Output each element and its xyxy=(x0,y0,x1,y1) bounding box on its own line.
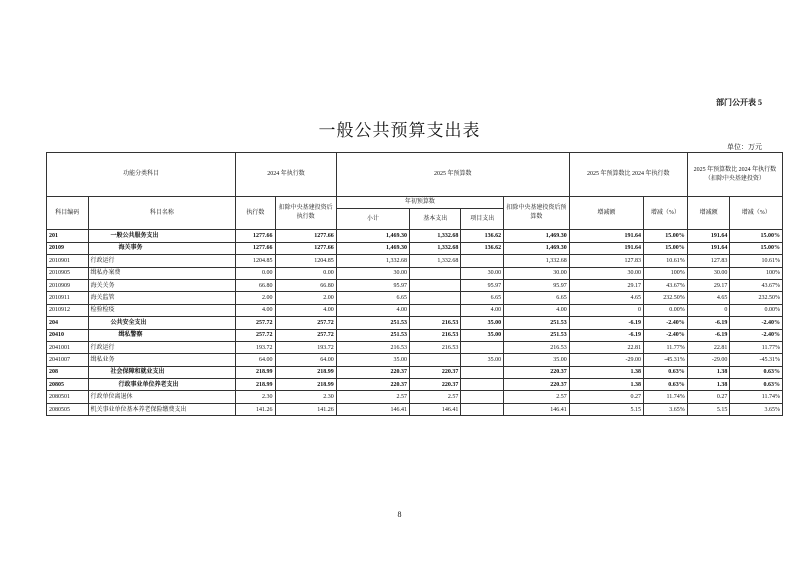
cell-value: 35.00 xyxy=(461,354,504,366)
cell-value: 35.00 xyxy=(461,329,504,341)
cell-value: -2.40% xyxy=(644,317,688,329)
cell-value: 4.65 xyxy=(569,292,643,304)
cell-value: 30.00 xyxy=(504,267,570,279)
cell-code: 2010901 xyxy=(47,255,89,267)
cell-value: 191.64 xyxy=(687,230,730,242)
cell-value: 1.38 xyxy=(569,379,643,391)
cell-value: 251.53 xyxy=(336,317,409,329)
cell-value: 3.65% xyxy=(730,403,783,415)
cell-name: 行政运行 xyxy=(88,341,236,353)
cell-value: 1277.66 xyxy=(236,230,275,242)
cell-value: 30.00 xyxy=(569,267,643,279)
cell-code: 2010912 xyxy=(47,304,89,316)
cell-value xyxy=(461,403,504,415)
table-row xyxy=(47,329,783,341)
cell-value: 15.00% xyxy=(644,230,688,242)
cell-value: 232.50% xyxy=(730,292,783,304)
cell-value: 1,332.68 xyxy=(336,255,409,267)
cell-value xyxy=(461,366,504,378)
cell-value: 127.83 xyxy=(687,255,730,267)
cell-value: 29.17 xyxy=(569,279,643,291)
table-row xyxy=(47,403,783,415)
cell-value: 1,332.68 xyxy=(410,230,461,242)
header-compare-exclude: 2025 年预算数比 2024 年执行数 （扣除中央基建投资） xyxy=(687,153,782,197)
header-inc-dec-pct2: 增减（%） xyxy=(730,197,783,230)
cell-value: 30.00 xyxy=(687,267,730,279)
cell-value: 1277.66 xyxy=(275,242,336,254)
cell-name: 缉私警察 xyxy=(88,329,236,341)
cell-value: 4.00 xyxy=(336,304,409,316)
cell-value: 216.53 xyxy=(410,341,461,353)
header-exec-2024: 2024 年执行数 xyxy=(236,153,337,197)
cell-value: -6.19 xyxy=(569,317,643,329)
cell-value: 66.80 xyxy=(275,279,336,291)
cell-value xyxy=(410,267,461,279)
cell-value: 0.63% xyxy=(730,379,783,391)
cell-value: 4.00 xyxy=(236,304,275,316)
cell-value: 218.99 xyxy=(236,379,275,391)
cell-value: 1204.85 xyxy=(275,255,336,267)
cell-value: 141.26 xyxy=(236,403,275,415)
cell-value: 4.00 xyxy=(275,304,336,316)
cell-name: 缉私业务 xyxy=(88,354,236,366)
cell-value: 29.17 xyxy=(687,279,730,291)
cell-value: 220.37 xyxy=(504,366,570,378)
table-row xyxy=(47,242,783,254)
table-row xyxy=(47,317,783,329)
cell-value: 1,469.30 xyxy=(504,230,570,242)
cell-value: 0.00% xyxy=(644,304,688,316)
header-exec: 执行数 xyxy=(236,197,275,230)
cell-value: 11.77% xyxy=(644,341,688,353)
cell-value: 2.00 xyxy=(275,292,336,304)
cell-name: 行政事业单位养老支出 xyxy=(88,379,236,391)
cell-value: 2.30 xyxy=(275,391,336,403)
cell-name: 海关关务 xyxy=(88,279,236,291)
cell-code: 20109 xyxy=(47,242,89,254)
cell-value: 35.00 xyxy=(504,354,570,366)
cell-value: 3.65% xyxy=(644,403,688,415)
header-exec-excl: 扣除中央基建投资后执行数 xyxy=(275,197,336,230)
cell-name: 一般公共服务支出 xyxy=(88,230,236,242)
cell-value: 0.00 xyxy=(275,267,336,279)
table-row xyxy=(47,304,783,316)
cell-value: 15.00% xyxy=(730,242,783,254)
cell-value: -45.31% xyxy=(730,354,783,366)
document-code: 部门公开表 5 xyxy=(716,98,762,107)
cell-value: 22.81 xyxy=(569,341,643,353)
header-code: 科目编码 xyxy=(47,197,89,230)
table-row xyxy=(47,267,783,279)
cell-value: 15.00% xyxy=(644,242,688,254)
cell-value: 220.37 xyxy=(410,379,461,391)
cell-value: 191.64 xyxy=(569,242,643,254)
cell-name: 海关监管 xyxy=(88,292,236,304)
cell-value: 1204.85 xyxy=(236,255,275,267)
cell-value: 2.57 xyxy=(410,391,461,403)
cell-code: 2010905 xyxy=(47,267,89,279)
header-basic: 基本支出 xyxy=(410,209,461,230)
cell-value: 0.63% xyxy=(644,366,688,378)
cell-code: 2080501 xyxy=(47,391,89,403)
cell-name: 缉私办案费 xyxy=(88,267,236,279)
cell-value: 220.37 xyxy=(504,379,570,391)
cell-value: 0.27 xyxy=(687,391,730,403)
cell-value: 220.37 xyxy=(336,366,409,378)
cell-code: 2010911 xyxy=(47,292,89,304)
cell-value: -29.00 xyxy=(569,354,643,366)
cell-value: 251.53 xyxy=(504,317,570,329)
cell-value: 6.65 xyxy=(461,292,504,304)
cell-value: 64.00 xyxy=(275,354,336,366)
cell-value: 216.53 xyxy=(410,329,461,341)
cell-value: 1,332.68 xyxy=(504,255,570,267)
cell-value: 218.99 xyxy=(275,379,336,391)
header-annual-budget: 年初预算数 xyxy=(336,197,503,209)
cell-value: 10.61% xyxy=(730,255,783,267)
cell-name: 海关事务 xyxy=(88,242,236,254)
cell-value: 2.30 xyxy=(236,391,275,403)
table-row xyxy=(47,255,783,267)
cell-value: 0.27 xyxy=(569,391,643,403)
cell-value: 1,332.68 xyxy=(410,242,461,254)
cell-value: 141.26 xyxy=(275,403,336,415)
cell-value: 4.00 xyxy=(504,304,570,316)
cell-value: -6.19 xyxy=(687,317,730,329)
cell-value: 5.15 xyxy=(569,403,643,415)
cell-value: 1,332.68 xyxy=(410,255,461,267)
header-inc-dec-pct: 增减（%） xyxy=(644,197,688,230)
table-row xyxy=(47,391,783,403)
cell-value: 136.62 xyxy=(461,242,504,254)
cell-value: -45.31% xyxy=(644,354,688,366)
header-inc-dec-amt: 增减额 xyxy=(569,197,643,230)
cell-value: 11.74% xyxy=(644,391,688,403)
cell-name: 行政运行 xyxy=(88,255,236,267)
cell-value: 1277.66 xyxy=(236,242,275,254)
cell-value: 216.53 xyxy=(504,341,570,353)
cell-value: 251.53 xyxy=(336,329,409,341)
cell-code: 208 xyxy=(47,366,89,378)
cell-value: 1277.66 xyxy=(275,230,336,242)
table-row xyxy=(47,354,783,366)
header-compare-exec: 2025 年预算数比 2024 年执行数 xyxy=(569,153,687,197)
cell-value: 66.80 xyxy=(236,279,275,291)
cell-value: 4.65 xyxy=(687,292,730,304)
cell-value: -2.40% xyxy=(730,317,783,329)
cell-value: 0.63% xyxy=(730,366,783,378)
cell-name: 机关事业单位基本养老保险缴费支出 xyxy=(88,403,236,415)
cell-value: 0.00 xyxy=(236,267,275,279)
cell-value: 216.53 xyxy=(410,317,461,329)
cell-value: 218.99 xyxy=(275,366,336,378)
cell-value: 11.74% xyxy=(730,391,783,403)
cell-value: 1,469.30 xyxy=(336,230,409,242)
cell-value: 6.65 xyxy=(336,292,409,304)
table-row xyxy=(47,379,783,391)
table-row xyxy=(47,292,783,304)
table-row xyxy=(47,279,783,291)
cell-value: 232.50% xyxy=(644,292,688,304)
table-row xyxy=(47,341,783,353)
header-budget-excl: 扣除中央基建投资后预算数 xyxy=(504,197,570,230)
cell-code: 201 xyxy=(47,230,89,242)
cell-value xyxy=(461,255,504,267)
cell-value: 10.61% xyxy=(644,255,688,267)
cell-value: 2.57 xyxy=(336,391,409,403)
cell-name: 公共安全支出 xyxy=(88,317,236,329)
cell-value: -2.40% xyxy=(730,329,783,341)
cell-value: 257.72 xyxy=(236,317,275,329)
cell-value: 35.00 xyxy=(336,354,409,366)
cell-value: 251.53 xyxy=(504,329,570,341)
cell-value xyxy=(461,391,504,403)
cell-value: 95.97 xyxy=(504,279,570,291)
cell-value: 220.37 xyxy=(336,379,409,391)
table-row xyxy=(47,230,783,242)
cell-value: 100% xyxy=(644,267,688,279)
cell-value xyxy=(410,304,461,316)
cell-value: 43.67% xyxy=(644,279,688,291)
cell-code: 2010909 xyxy=(47,279,89,291)
cell-value: 100% xyxy=(730,267,783,279)
cell-value: 2.00 xyxy=(236,292,275,304)
cell-value: -29.00 xyxy=(687,354,730,366)
cell-value: 191.64 xyxy=(569,230,643,242)
cell-value: 191.64 xyxy=(687,242,730,254)
header-func-class: 功能分类科目 xyxy=(47,153,236,197)
cell-value: 257.72 xyxy=(275,329,336,341)
cell-code: 204 xyxy=(47,317,89,329)
cell-value: 146.41 xyxy=(504,403,570,415)
cell-value: 127.83 xyxy=(569,255,643,267)
cell-value: 146.41 xyxy=(410,403,461,415)
cell-value xyxy=(410,292,461,304)
cell-value: 22.81 xyxy=(687,341,730,353)
cell-name: 社会保障和就业支出 xyxy=(88,366,236,378)
cell-value: 220.37 xyxy=(410,366,461,378)
cell-value: 218.99 xyxy=(236,366,275,378)
cell-value: 0 xyxy=(687,304,730,316)
cell-value: 193.72 xyxy=(275,341,336,353)
cell-code: 2080505 xyxy=(47,403,89,415)
cell-code: 20410 xyxy=(47,329,89,341)
cell-value xyxy=(461,341,504,353)
cell-value: 64.00 xyxy=(236,354,275,366)
cell-code: 2041007 xyxy=(47,354,89,366)
cell-value xyxy=(410,279,461,291)
cell-value xyxy=(461,379,504,391)
cell-value: 146.41 xyxy=(336,403,409,415)
cell-code: 20805 xyxy=(47,379,89,391)
cell-value: 0 xyxy=(569,304,643,316)
table-row xyxy=(47,366,783,378)
cell-value: 1,469.30 xyxy=(504,242,570,254)
cell-value: 6.65 xyxy=(504,292,570,304)
cell-code: 2041001 xyxy=(47,341,89,353)
cell-value: 43.67% xyxy=(730,279,783,291)
header-subtotal: 小计 xyxy=(336,209,409,230)
unit-label: 单位：万元 xyxy=(727,143,762,151)
cell-value: 257.72 xyxy=(275,317,336,329)
cell-value: 216.53 xyxy=(336,341,409,353)
header-project: 项目支出 xyxy=(461,209,504,230)
cell-value: 136.62 xyxy=(461,230,504,242)
header-budget-2025: 2025 年预算数 xyxy=(336,153,569,197)
cell-value: 1,469.30 xyxy=(336,242,409,254)
cell-value: 2.57 xyxy=(504,391,570,403)
cell-value xyxy=(410,354,461,366)
budget-table xyxy=(46,152,783,416)
cell-value: 0.63% xyxy=(644,379,688,391)
header-name: 科目名称 xyxy=(88,197,236,230)
cell-value: 95.97 xyxy=(461,279,504,291)
cell-value: -6.19 xyxy=(569,329,643,341)
page-number: 8 xyxy=(397,510,402,519)
cell-value: 1.38 xyxy=(687,379,730,391)
cell-value: 5.15 xyxy=(687,403,730,415)
page-title: 一般公共预算支出表 xyxy=(318,121,481,140)
cell-value: 95.97 xyxy=(336,279,409,291)
cell-value: 193.72 xyxy=(236,341,275,353)
cell-value: 11.77% xyxy=(730,341,783,353)
cell-name: 检验检疫 xyxy=(88,304,236,316)
cell-value: -2.40% xyxy=(644,329,688,341)
cell-value: 1.38 xyxy=(687,366,730,378)
cell-value: 0.00% xyxy=(730,304,783,316)
cell-value: 35.00 xyxy=(461,317,504,329)
cell-value: 15.00% xyxy=(730,230,783,242)
cell-value: 30.00 xyxy=(336,267,409,279)
cell-name: 行政单位离退休 xyxy=(88,391,236,403)
table-body xyxy=(47,230,783,416)
cell-value: 30.00 xyxy=(461,267,504,279)
header-inc-dec-amt2: 增减额 xyxy=(687,197,730,230)
cell-value: 4.00 xyxy=(461,304,504,316)
cell-value: 1.38 xyxy=(569,366,643,378)
cell-value: -6.19 xyxy=(687,329,730,341)
cell-value: 257.72 xyxy=(236,329,275,341)
